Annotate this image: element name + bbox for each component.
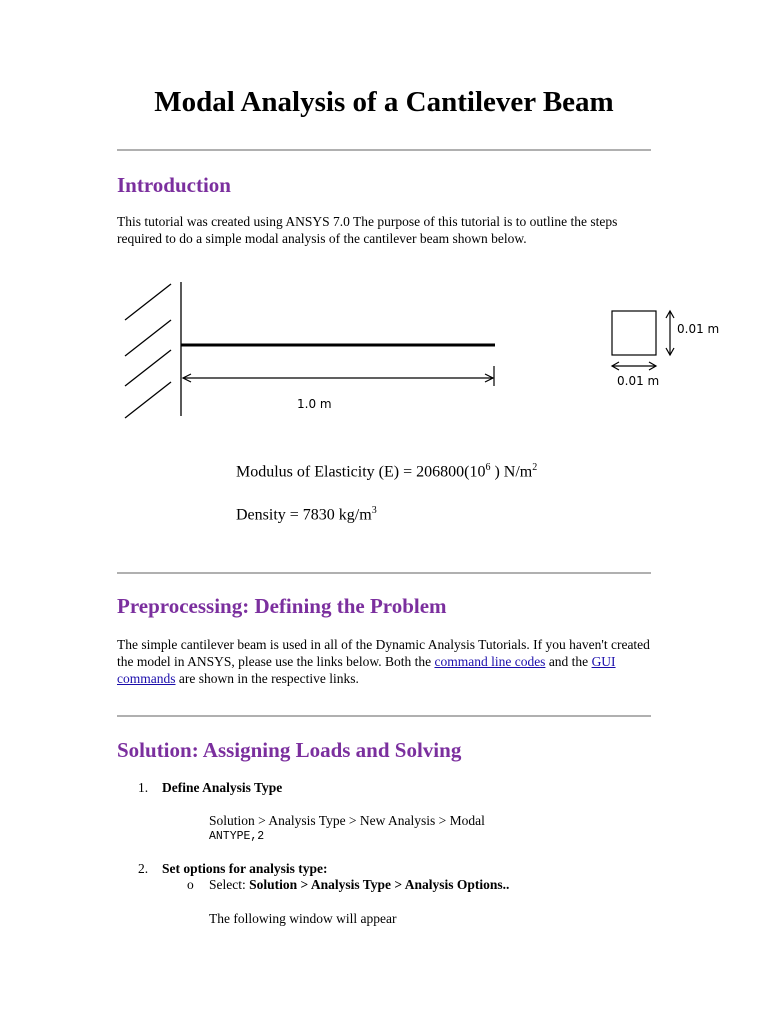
gui-commands-link[interactable]: GUI commands — [117, 654, 616, 686]
step-set-options: 2. Set options for analysis type: — [138, 861, 328, 876]
preprocessing-paragraph: The simple cantilever beam is used in all of the Dynamic Analysis Tutorials. If you haven't created the model in ANSYS, please use the links below. Both the command line codes and the GUI commands are shown in the respective links. — [117, 637, 650, 686]
intro-heading: Introduction — [117, 173, 231, 197]
antype-command: ANTYPE,2 — [209, 830, 265, 843]
intro-paragraph: This tutorial was created using ANSYS 7.0 The purpose of this tutorial is to outline the steps required to do a simple modal analysis of the cantilever beam shown below. — [117, 214, 618, 246]
horizontal-rule — [117, 149, 651, 151]
cantilever-diagram — [117, 282, 737, 424]
fixed-support — [125, 282, 181, 418]
command-line-codes-link[interactable]: command line codes — [434, 654, 546, 669]
beam-length-label: 1.0 m — [297, 397, 332, 411]
density-formula: Density = 7830 $kg/m^3$ — [236, 505, 377, 524]
page-title: Modal Analysis of a Cantilever Beam — [154, 86, 614, 118]
step-define-analysis-type: 1. Define Analysis Type — [138, 780, 283, 795]
section-height-label: 0.01 m — [677, 322, 720, 336]
modulus-formula: Modulus of Elasticity $(E) = 206800(10^6$ ) $N/m^2$ — [236, 462, 538, 481]
horizontal-rule — [117, 715, 651, 717]
select-analysis-options: o Select: Solution > Analysis Type > Analysis Options.. — [187, 877, 510, 892]
solution-heading: Solution: Assigning Loads and Solving — [117, 738, 462, 762]
horizontal-rule — [117, 572, 651, 574]
preprocessing-heading: Preprocessing: Defining the Problem — [117, 594, 447, 618]
window-note: The following window will appear — [209, 911, 397, 926]
length-dimension — [183, 366, 494, 386]
analysis-type-path: Solution > Analysis Type > New Analysis > Modal — [209, 813, 485, 828]
section-width-label: 0.01 m — [617, 374, 660, 388]
cross-section — [612, 311, 674, 370]
